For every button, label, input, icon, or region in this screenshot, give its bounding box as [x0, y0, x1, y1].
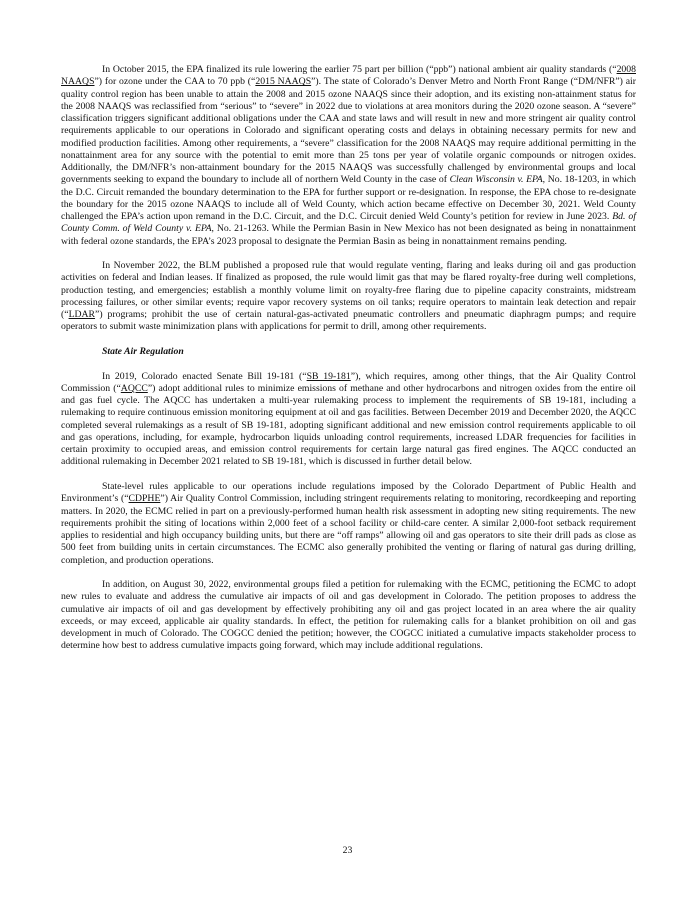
paragraph-state-rules: State-level rules applicable to our operations include regulations imposed by the Colorado Department of Public Health and Environment’s (“CDPHE”) Air Quality Control Commission, including stringent requirements relating to monitoring, recordkeeping and reporting matters. In 2020, the ECMC relied in part on a previously-performed human health risk assessment in adopting new siting requirements. The new requirements prohibit the siting of locations within 2,000 feet of a school facility or child-care center. A similar 2,000-foot setback requirement applies to residential and high occupancy building units, but there are “off ramps” allowing oil and gas operators to site their drill pads as close as 500 feet from building units in certain circumstances. The ECMC also generally prohibited the venting or flaring of natural gas during drilling, completion, and production operations.	[61, 481, 636, 566]
defined-term-2015-naaqs: 2015 NAAQS	[255, 76, 312, 88]
defined-term-aqcc: AQCC	[120, 382, 148, 394]
paragraph-petition: In addition, on August 30, 2022, environmental groups filed a petition for rulemaking with the ECMC, petitioning the ECMC to adopt new rules to evaluate and address the cumulative air impacts of oil and gas development in Colorado. The petition proposes to address the cumulative air impacts of oil and gas development by effectively prohibiting any oil and gas project located in an area where the air quality exceeds, or may exceed, applicable air quality standards. In effect, the petition for rulemaking calls for a blanket prohibition on oil and gas development in much of Colorado. The COGCC denied the petition; however, the COGCC initiated a cumulative impacts stakeholder process to determine how best to address cumulative impacts going forward, which may include additional regulations.	[61, 579, 636, 652]
case-citation: Clean Wisconsin v. EPA	[449, 174, 543, 186]
page-number: 23	[342, 845, 353, 856]
defined-term-ldar: LDAR	[68, 309, 96, 321]
defined-term-cdphe: CDPHE	[128, 493, 161, 505]
case-citation: Bd. of County Comm. of Weld County v. EPA	[61, 211, 636, 235]
paragraph-blm-rule: In November 2022, the BLM published a proposed rule that would regulate venting, flaring and leaks during oil and gas production activities on federal and Indian leases. If finalized as proposed, the rule would limit gas that may be flared royalty-free during well completions, production testing, and emergencies; establish a monthly volume limit on royalty-free flaring due to pipeline capacity constraints, midstream processing failures, or other similar events; require vapor recovery systems on oil tanks; require operators to maintain leak detection and repair (“LDAR”) programs; prohibit the use of certain natural-gas-activated pneumatic controllers and pneumatic diaphragm pumps; and require operators to submit waste minimization plans with applications for permit to drill, among other requirements.	[61, 260, 636, 333]
defined-term-2008-naaqs: 2008 NAAQS	[61, 64, 636, 88]
section-heading: State Air Regulation	[102, 346, 184, 358]
defined-term-sb-19-181: SB 19-181	[306, 370, 351, 382]
paragraph-sb-19-181: In 2019, Colorado enacted Senate Bill 19-181 (“SB 19-181”), which requires, among other things, that the Air Quality Control Commission (“AQCC”) adopt additional rules to minimize emissions of methane and other hydrocarbons and nitrogen oxides from the entire oil and gas fuel cycle. The AQCC has undertaken a multi-year rulemaking process to implement the requirements of SB 19-181, including a rulemaking to require continuous emission monitoring equipment at oil and gas facilities. Between December 2019 and December 2020, the AQCC completed several rulemakings as a result of SB 19-181, adopting significant additional and new emission control requirements applicable to oil and gas operations, including, for example, hydrocarbon liquids unloading control requirements, increased LDAR frequencies for facilities in certain proximity to occupied areas, and emission control requirements for certain large natural gas fired engines. The AQCC conducted an additional rulemaking in December 2021 related to SB 19-181, which is discussed in further detail below.	[61, 370, 636, 468]
paragraph-ozone-naaqs: In October 2015, the EPA finalized its rule lowering the earlier 75 part per billion (“ppb”) national ambient air quality standards (“2008 NAAQS”) for ozone under the CAA to 70 ppb (“2015 NAAQS”). The state of Colorado’s Denver Metro and North Front Range (“DM/NFR”) air quality control region has been unable to attain the 2008 and 2015 ozone NAAQS since their adoption, and its existing non-attainment status for the 2008 NAAQS was reclassified from “serious” to “severe” in 2022 due to violations at area monitors during the 2020 ozone season. A “severe” classification triggers significant additional obligations under the CAA and state laws and will result in new and more stringent air quality control requirements applicable to our operations in Colorado and significant operating costs and delays in obtaining necessary permits for new and modified production facilities. Among other requirements, a “severe” classification for the 2008 NAAQS may require additional permitting in the nonattainment area for any source with the potential to emit more than 25 tons per year of volatile organic compounds or nitrogen oxides. Additionally, the DM/NFR’s non-attainment boundary for the 2015 NAAQS was successfully challenged by environmental groups and local governments seeking to expand the boundary to include all of northern Weld County in the case of Clean Wisconsin v. EPA, No. 18-1203, in which the D.C. Circuit remanded the boundary determination to the EPA for further support or re-designation. In response, the EPA chose to re-designate the boundary for the 2015 ozone NAAQS to include all of Weld County, which action became effective on December 30, 2021. Weld County challenged the EPA’s action upon remand in the D.C. Circuit, and the D.C. Circuit denied Weld County’s petition for review in June 2023. Bd. of County Comm. of Weld County v. EPA, No. 21-1263. While the Permian Basin in New Mexico has not been designated as being in nonattainment with federal ozone standards, the EPA’s 2023 proposal to designate the Permian Basin as being in nonattainment remains pending.	[61, 64, 637, 247]
